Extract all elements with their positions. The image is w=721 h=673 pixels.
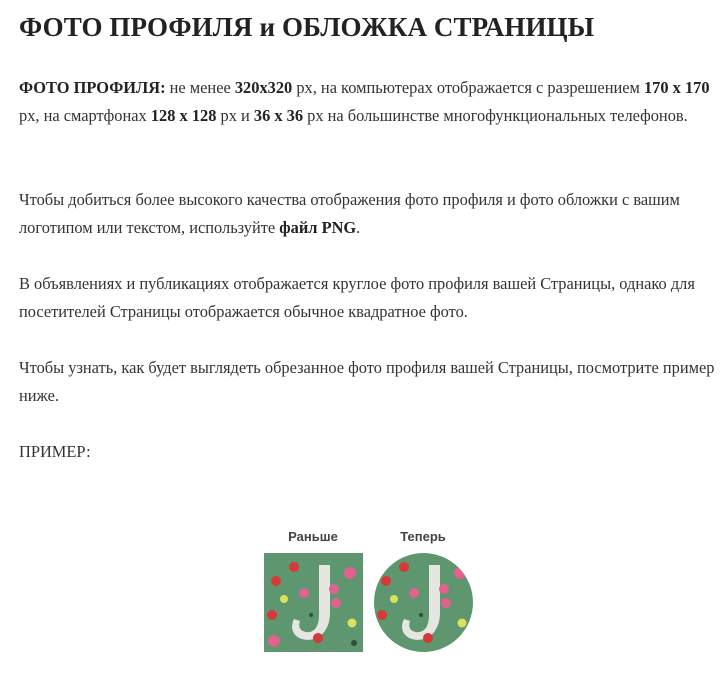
macaron-icon — [331, 598, 341, 608]
lime-icon — [280, 595, 288, 603]
round-photo-content — [374, 553, 473, 652]
size-min: 320x320 — [234, 78, 293, 97]
macaron-icon — [344, 567, 356, 579]
page-title: ФОТО ПРОФИЛЯ и ОБЛОЖКА СТРАНИЦЫ — [19, 12, 595, 42]
profile-photo-paragraph — [19, 74, 719, 130]
text-span: . — [356, 218, 361, 237]
macaron-icon — [378, 635, 390, 647]
text-span: px и — [216, 106, 254, 125]
macaron-icon — [454, 567, 466, 579]
strawberry-icon — [423, 633, 433, 643]
strawberry-icon — [377, 610, 387, 620]
round-photo-paragraph: В объявлениях и публикациях отображается круглое фото профиля вашей Страницы, однако для посетителей Страницы отображается обычное квадратное фото. — [19, 274, 695, 321]
strawberry-icon — [381, 576, 391, 586]
macaron-icon — [268, 635, 280, 647]
blackberry-icon — [309, 613, 313, 617]
crop-preview-paragraph: Чтобы узнать, как будет выглядеть обрезанное фото профиля вашей Страницы, посмотрите пример ниже. — [19, 358, 715, 405]
text-span: не менее — [165, 78, 235, 97]
strawberry-icon — [313, 633, 323, 643]
strawberry-icon — [289, 562, 299, 572]
after-caption: Теперь — [400, 529, 446, 544]
strawberry-icon — [271, 576, 281, 586]
example-label: ПРИМЕР: — [19, 442, 91, 461]
macaron-icon — [441, 598, 451, 608]
square-profile-photo — [264, 553, 363, 652]
profile-photo-label: ФОТО ПРОФИЛЯ: — [19, 78, 166, 97]
macaron-icon — [439, 584, 449, 594]
text-span: Чтобы добиться более высокого качества отображения фото профиля и фото обложки с вашим логотипом или текстом, используйте — [19, 190, 680, 237]
size-desktop: 170 x 170 — [643, 78, 710, 97]
macaron-icon — [299, 588, 309, 598]
text-span: px, на компьютерах отображается с разрешением — [292, 78, 644, 97]
lime-icon — [458, 619, 467, 628]
strawberry-icon — [267, 610, 277, 620]
text-span: px на большинстве многофункциональных телефонов. — [303, 106, 688, 125]
lime-icon — [348, 619, 357, 628]
png-format: файл PNG — [279, 218, 357, 237]
blackberry-icon — [461, 640, 467, 646]
strawberry-icon — [399, 562, 409, 572]
before-caption: Раньше — [288, 529, 338, 544]
size-phone: 128 x 128 — [150, 106, 217, 125]
blackberry-icon — [419, 613, 423, 617]
size-feature: 36 x 36 — [253, 106, 304, 125]
macaron-icon — [329, 584, 339, 594]
lime-icon — [390, 595, 398, 603]
round-profile-photo — [374, 553, 473, 652]
text-span: px, на смартфонах — [19, 106, 151, 125]
blackberry-icon — [351, 640, 357, 646]
macaron-icon — [409, 588, 419, 598]
png-paragraph — [19, 186, 719, 242]
